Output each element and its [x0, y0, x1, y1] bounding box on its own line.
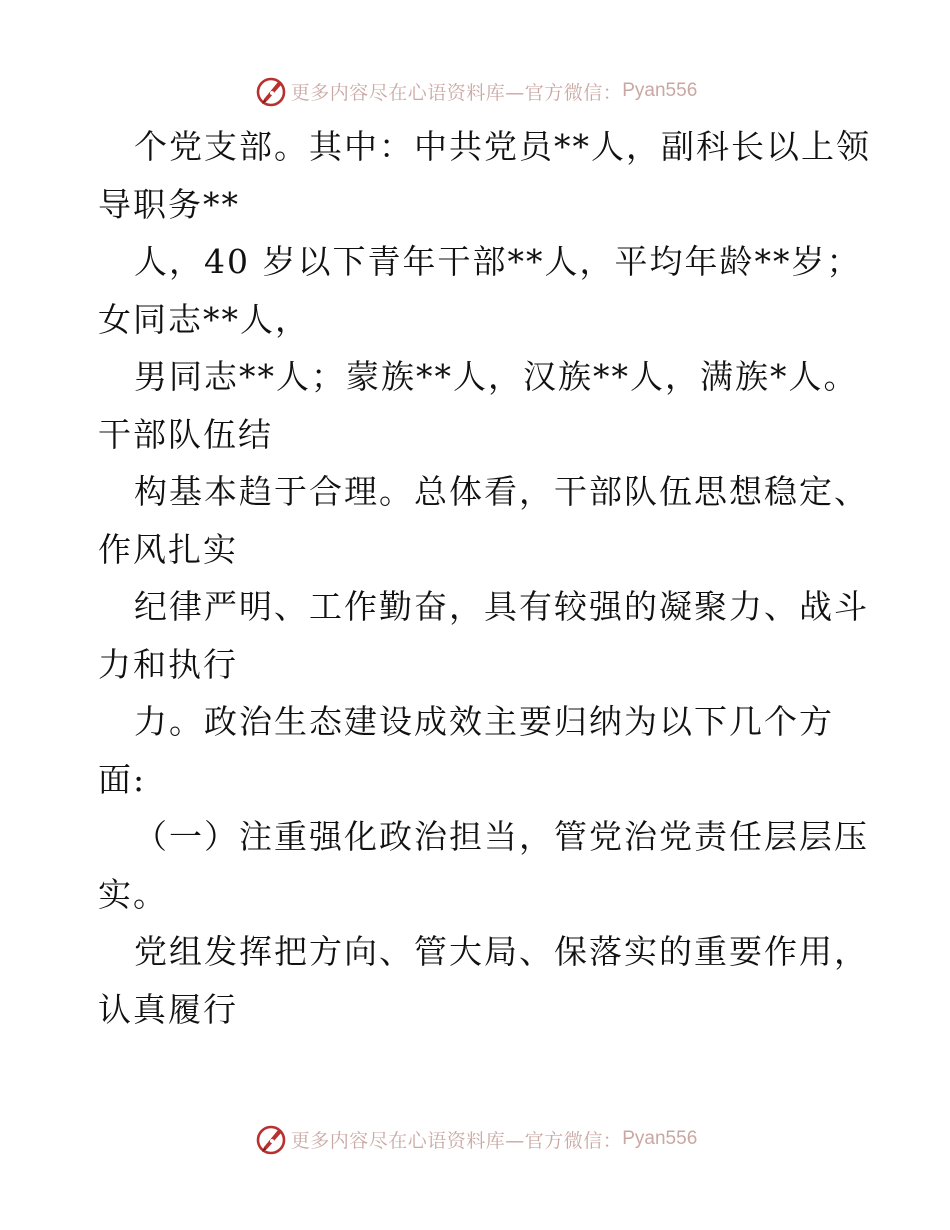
watermark-header [0, 71, 950, 111]
text-line: 力。政治生态建设成效主要归纳为以下几个方 [134, 702, 834, 741]
watermark-wechat-id: Pyan556 [622, 1128, 698, 1149]
text-line: 个党支部。其中：中共党员**人，副科长以上领 [134, 127, 871, 166]
text-line: 党组发挥把方向、管大局、保落实的重要作用， [134, 932, 869, 971]
text-line: 作风扎实 [98, 529, 238, 569]
section-heading-line: 实。 [98, 874, 168, 914]
text-line: 面: [98, 759, 147, 799]
watermark-footer [0, 1119, 950, 1159]
section-heading-line: （一）注重强化政治担当，管党治党责任层层压 [134, 817, 869, 856]
pen-logo-icon [253, 1121, 289, 1157]
text-line: 人，40 岁以下青年干部**人，平均年龄**岁； [134, 242, 862, 281]
text-line: 女同志**人， [98, 299, 310, 339]
text-line: 力和执行 [98, 644, 238, 684]
watermark-text: 更多内容尽在心语资料库—官方微信： [290, 81, 623, 104]
watermark-text: 更多内容尽在心语资料库—官方微信： [290, 1129, 623, 1152]
text-line: 导职务** [98, 184, 240, 224]
text-line: 认真履行 [98, 989, 238, 1029]
document-body [98, 118, 871, 1038]
text-line: 男同志**人；蒙族**人，汉族**人，满族*人。 [134, 357, 859, 396]
text-line: 干部队伍结 [98, 414, 273, 454]
text-line: 构基本趋于合理。总体看，干部队伍思想稳定、 [134, 472, 869, 511]
watermark-wechat-id: Pyan556 [622, 80, 698, 101]
pen-logo-icon [253, 73, 289, 109]
text-line: 纪律严明、工作勤奋，具有较强的凝聚力、战斗 [134, 587, 869, 626]
